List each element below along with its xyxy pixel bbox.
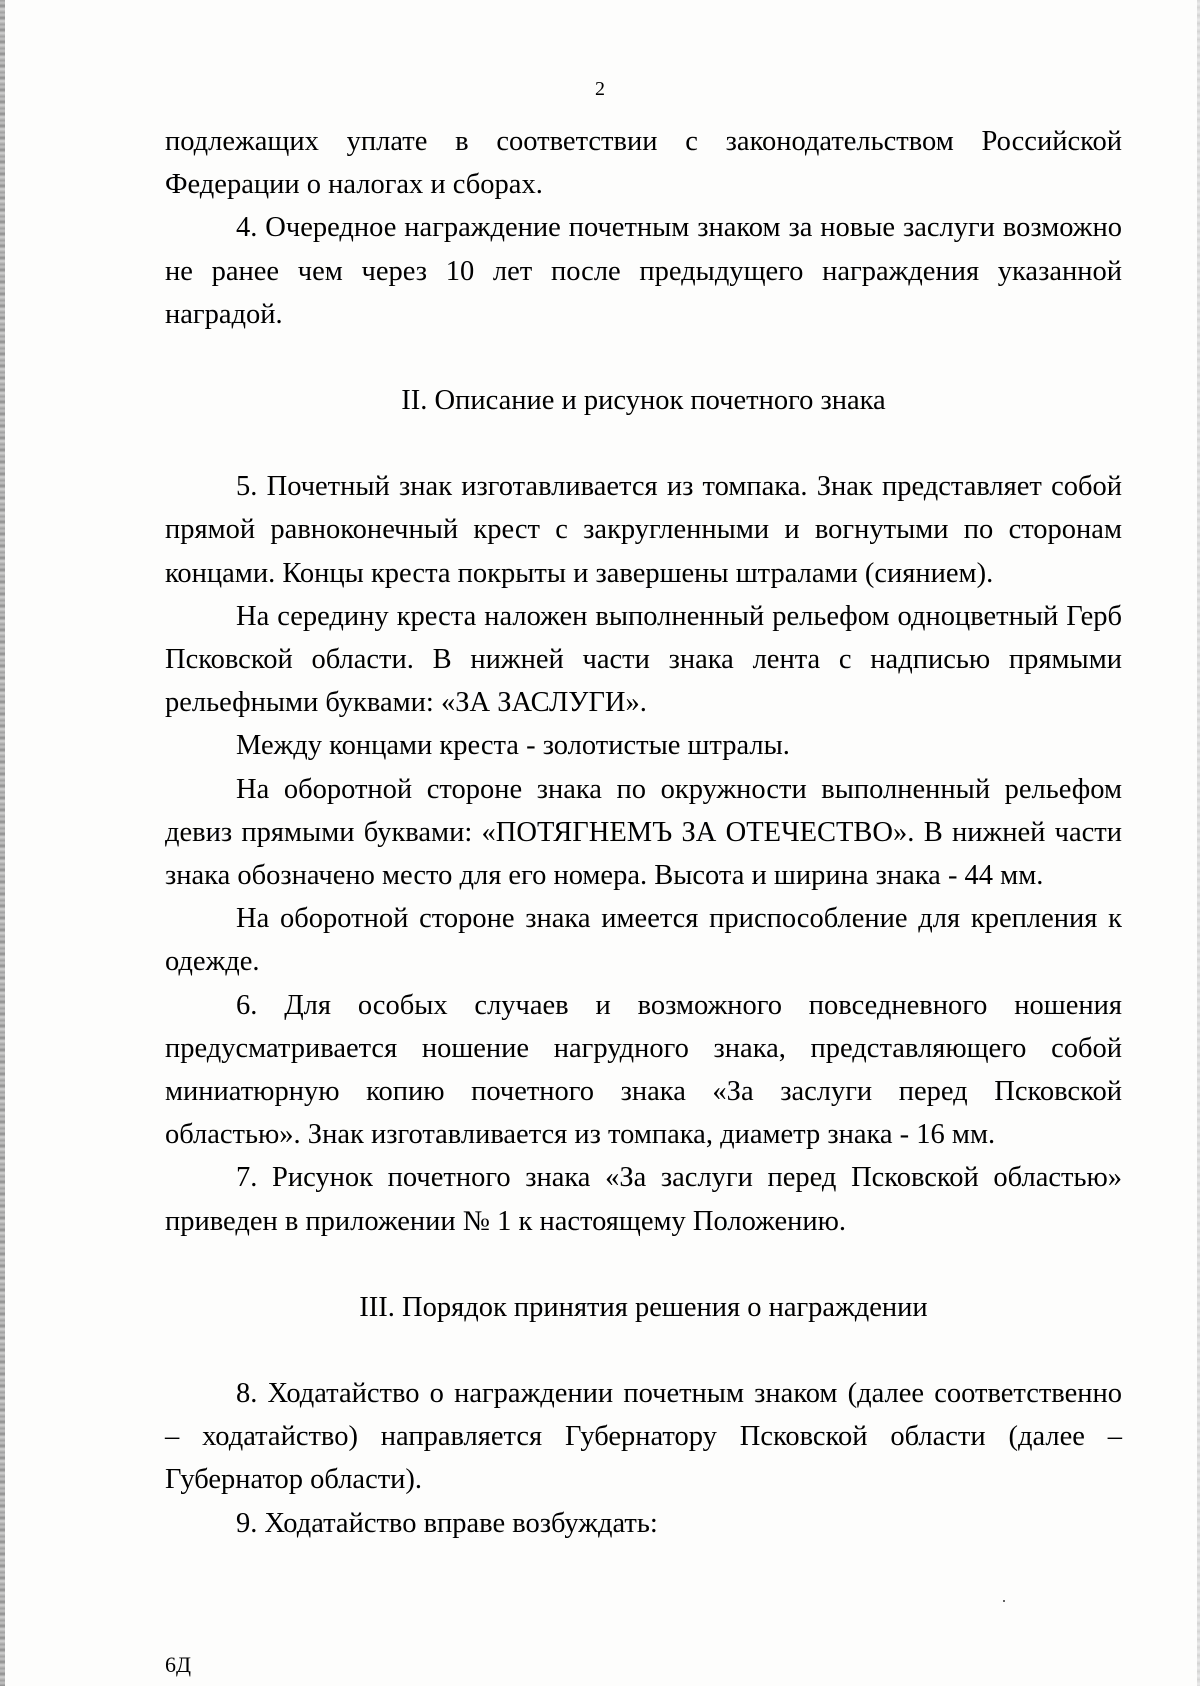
scan-edge-left xyxy=(0,0,5,1686)
paragraph-continuation: подлежащих уплате в соответствии с законодательством Российской Федерации о налогах и сборах. xyxy=(165,126,1122,201)
paragraph-7: 7. Рисунок почетного знака «За заслуги перед Псковской областью» приведен в приложении № 1 к настоящему Положению. xyxy=(165,1162,1122,1237)
paragraph-6: 6. Для особых случаев и возможного повседневного ношения предусматривается ношение нагрудного знака, представляющего собой миниатюрную копию почетного знака «За заслуги перед Псковской областью». Знак изготавливается из томпака, диаметр знака - 16 мм. xyxy=(165,989,1122,1151)
paragraph-5-emblem: На середину креста наложен выполненный рельефом одноцветный Герб Псковской области. В нижней части знака лента с надписью прямыми рельефными буквами: «ЗА ЗАСЛУГИ». xyxy=(165,600,1122,719)
paragraph-5: 5. Почетный знак изготавливается из томпака. Знак представляет собой прямой равноконечный крест с закругленными и вогнутыми по сторонам концами. Концы креста покрыты и завершены штралами (сиянием). xyxy=(165,471,1122,589)
section-2-heading: II. Описание и рисунок почетного знака xyxy=(401,385,886,417)
footer-document-code: 6Д xyxy=(165,1652,192,1677)
paragraph-5-rays: Между концами креста - золотистые штралы. xyxy=(236,730,790,762)
paragraph-4: 4. Очередное награждение почетным знаком за новые заслуги возможно не ранее чем через 10 лет после предыдущего награждения указанной наградой. xyxy=(165,212,1122,330)
paragraph-5-fastening: На оборотной стороне знака имеется приспособление для крепления к одежде. xyxy=(165,903,1122,978)
paragraph-8: 8. Ходатайство о награждении почетным знаком (далее соответственно – ходатайство) направляется Губернатору Псковской области (далее – Губернатор области). xyxy=(165,1378,1122,1496)
paragraph-5-reverse: На оборотной стороне знака по окружности выполненный рельефом девиз прямыми буквами: «ПОТЯГНЕМЪ ЗА ОТЕЧЕСТВО». В нижней части знака обозначено место для его номера. Высота и ширина знака - 44 мм. xyxy=(165,773,1122,892)
section-3-heading: III. Порядок принятия решения о награждении xyxy=(359,1291,928,1323)
page-number: 2 xyxy=(595,78,605,100)
document-body xyxy=(165,120,1122,1545)
scan-speck xyxy=(1003,1600,1005,1602)
paragraph-9: 9. Ходатайство вправе возбуждать: xyxy=(236,1507,658,1539)
